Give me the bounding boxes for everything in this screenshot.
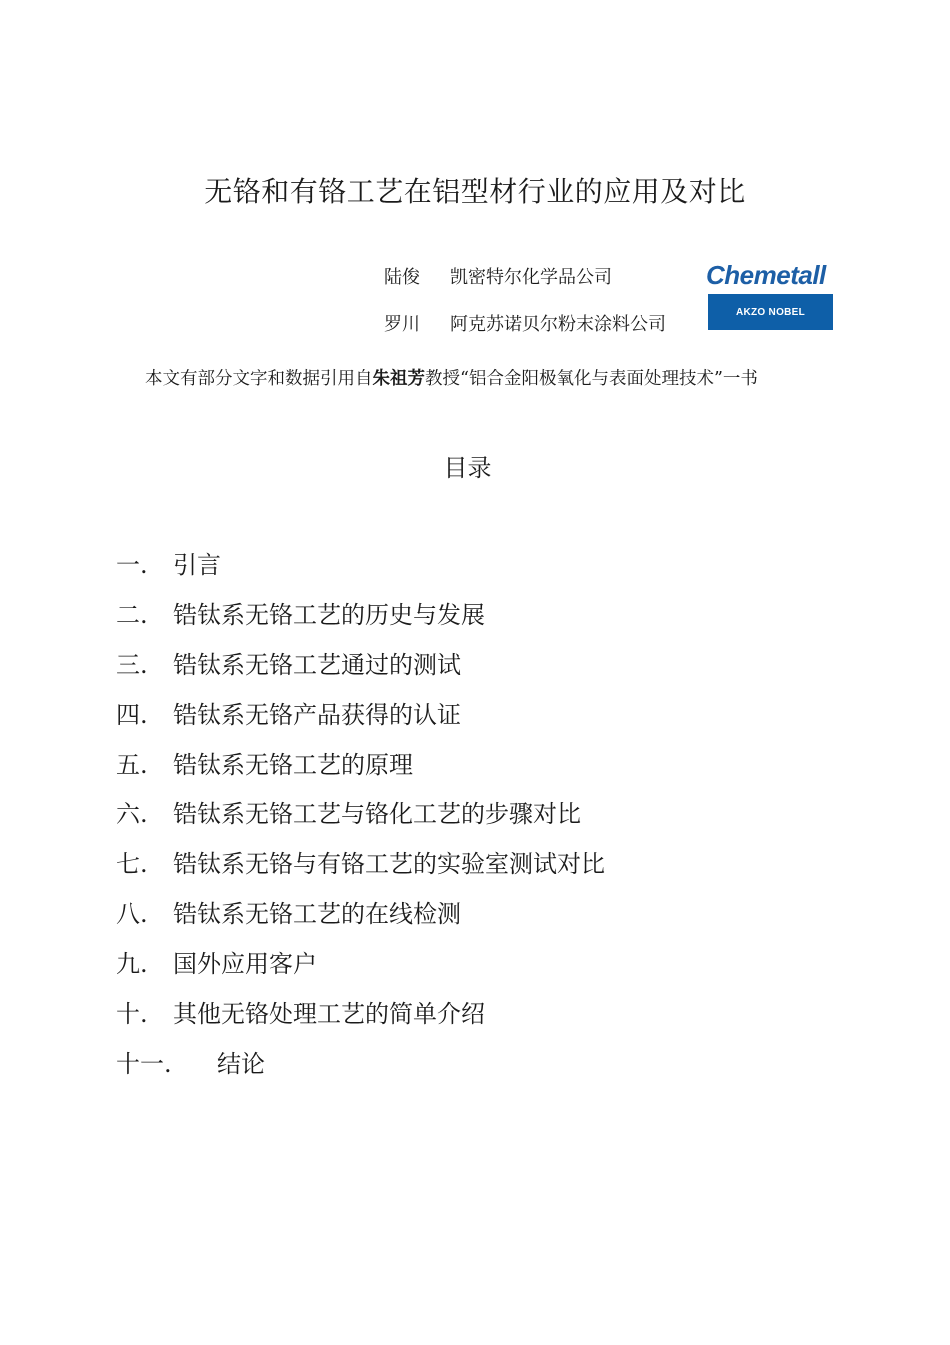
- toc-item: [116, 595, 836, 645]
- citation-note: [145, 365, 758, 390]
- akzo-nobel-logo: [708, 294, 833, 330]
- toc-item-text: 结论: [217, 1049, 265, 1078]
- akzo-nobel-logo-text: AKZO NOBEL: [735, 306, 806, 318]
- toc-item-number: 十.: [116, 1000, 148, 1029]
- author-row: [384, 310, 666, 336]
- author-name: 罗川: [384, 314, 420, 335]
- toc-item-number: 一.: [116, 551, 148, 579]
- author-name: 陆俊: [384, 267, 420, 288]
- toc-item: [116, 1044, 836, 1094]
- toc-item-number: 二.: [116, 600, 148, 629]
- toc-item-number: 九.: [116, 950, 148, 979]
- toc-item-text: 锆钛系无铬与有铬工艺的实验室测试对比: [173, 850, 605, 879]
- toc-item-number: 五.: [116, 750, 148, 779]
- chemetall-logo: Chemetall: [706, 260, 826, 290]
- toc-item: [116, 894, 836, 944]
- author-organization: 凯密特尔化学品公司: [450, 267, 612, 288]
- citation-suffix: 教授“铝合金阳极氧化与表面处理技术”一书: [425, 369, 758, 389]
- toc-item-text: 锆钛系无铬产品获得的认证: [173, 700, 461, 729]
- toc-item: [116, 794, 836, 844]
- citation-prefix: 本文有部分文字和数据引用自: [145, 369, 373, 389]
- toc-item-text: 锆钛系无铬工艺的历史与发展: [173, 600, 485, 629]
- toc-heading: 目录: [443, 454, 492, 482]
- toc-item-text: 锆钛系无铬工艺的原理: [173, 750, 413, 779]
- author-row: [384, 263, 612, 289]
- toc-item-text: 引言: [173, 551, 221, 579]
- toc-item-number: 四.: [116, 700, 148, 729]
- toc-item-number: 七.: [116, 850, 148, 879]
- toc-item-text: 国外应用客户: [173, 950, 317, 979]
- toc-item-text: 其他无铬处理工艺的简单介绍: [173, 1000, 485, 1029]
- toc-item-text: 锆钛系无铬工艺的在线检测: [173, 900, 461, 929]
- citation-professor: 朱祖芳: [372, 369, 425, 389]
- toc-item-text: 锆钛系无铬工艺与铬化工艺的步骤对比: [173, 800, 581, 829]
- toc-item-number: 六.: [116, 800, 148, 829]
- toc-item: [116, 944, 836, 994]
- toc-item-number: 八.: [116, 900, 148, 929]
- toc-item-text: 锆钛系无铬工艺通过的测试: [173, 650, 461, 679]
- toc-item-number: 三.: [116, 650, 148, 679]
- table-of-contents: [116, 545, 836, 1094]
- toc-item: [116, 545, 836, 595]
- toc-item: [116, 994, 836, 1044]
- toc-item: [116, 745, 836, 795]
- document-title: 无铬和有铬工艺在铝型材行业的应用及对比: [204, 175, 746, 208]
- toc-item: [116, 844, 836, 894]
- toc-item: [116, 695, 836, 745]
- toc-item: [116, 645, 836, 695]
- toc-item-number: 十一.: [116, 1049, 172, 1078]
- author-organization: 阿克苏诺贝尔粉末涂料公司: [450, 314, 666, 335]
